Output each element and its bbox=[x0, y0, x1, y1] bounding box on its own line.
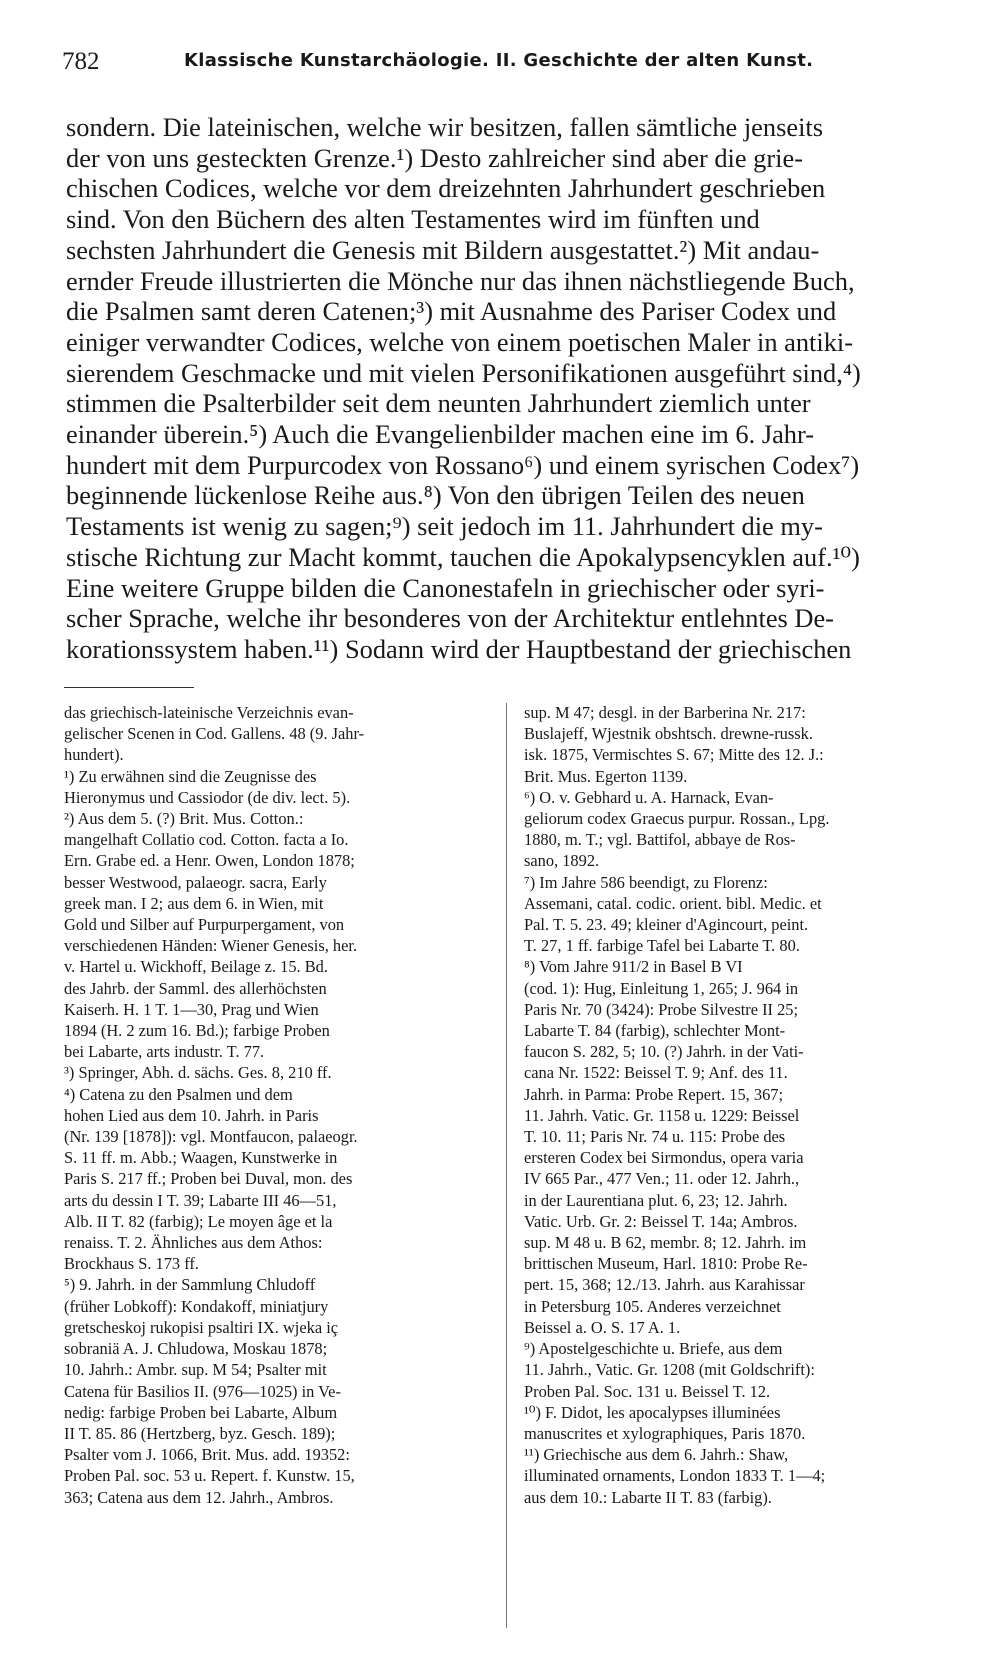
footnote-line: Ern. Grabe ed. a Henr. Owen, London 1878; bbox=[64, 851, 355, 871]
footnote-line: Buslajeff, Wjestnik obshtsch. drewne-russk. bbox=[524, 724, 813, 744]
running-title: Klassische Kunstarchäologie. II. Geschichte der alten Kunst. bbox=[184, 50, 814, 71]
footnote-line: ³) Springer, Abh. d. sächs. Ges. 8, 210 ff. bbox=[64, 1063, 332, 1083]
footnote-line: hundert). bbox=[64, 745, 124, 765]
footnote-line: Labarte T. 84 (farbig), schlechter Mont- bbox=[524, 1021, 786, 1041]
text-line: der von uns gesteckten Grenze.¹) Desto zahlreicher sind aber die grie- bbox=[66, 142, 804, 173]
footnote-line: des Jahrb. der Samml. des allerhöchsten bbox=[64, 978, 327, 998]
footnote-line: hohen Lied aus dem 10. Jahrh. in Paris bbox=[64, 1105, 319, 1125]
footnote-line: geliorum codex Graecus purpur. Rossan., Lpg. bbox=[524, 809, 830, 829]
footnote-line: Psalter vom J. 1066, Brit. Mus. add. 19352: bbox=[64, 1445, 350, 1465]
footnote-line: Alb. II T. 82 (farbig); Le moyen âge et la bbox=[64, 1211, 333, 1231]
footnote-line: greek man. I 2; aus dem 6. in Wien, mit bbox=[64, 893, 324, 913]
footnote-line: bei Labarte, arts industr. T. 77. bbox=[64, 1042, 265, 1062]
footnote-line: v. Hartel u. Wickhoff, Beilage z. 15. Bd. bbox=[64, 957, 328, 977]
footnote-line: in Petersburg 105. Anderes verzeichnet bbox=[524, 1296, 781, 1316]
footnote-line: ¹¹) Griechische aus dem 6. Jahrh.: Shaw, bbox=[524, 1445, 789, 1465]
footnote-line: faucon S. 282, 5; 10. (?) Jahrh. in der Vati- bbox=[524, 1042, 804, 1062]
text-line: ernder Freude illustrierten die Mönche nur das ihnen nächstliegende Buch, bbox=[66, 265, 855, 296]
footnote-line: 10. Jahrh.: Ambr. sup. M 54; Psalter mit bbox=[64, 1360, 327, 1380]
footnote-line: sobraniä A. J. Chludowa, Moskau 1878; bbox=[64, 1339, 328, 1359]
text-line: chischen Codices, welche vor dem dreizehnten Jahrhundert geschrieben bbox=[66, 173, 826, 204]
footnote-line: Vatic. Urb. Gr. 2: Beissel T. 14a; Ambros. bbox=[524, 1211, 798, 1231]
footnote-line: S. 11 ff. m. Abb.; Waagen, Kunstwerke in bbox=[64, 1148, 338, 1168]
footnote-line: 11. Jahrh. Vatic. Gr. 1158 u. 1229: Beissel bbox=[524, 1105, 800, 1125]
footnote-divider bbox=[64, 687, 194, 688]
footnote-line: ¹⁰) F. Didot, les apocalypses illuminées bbox=[524, 1402, 781, 1422]
text-line: sind. Von den Büchern des alten Testamentes wird im fünften und bbox=[66, 204, 760, 235]
footnote-line: mangelhaft Collatio cod. Cotton. facta a Io. bbox=[64, 830, 349, 850]
text-line: beginnende lückenlose Reihe aus.⁸) Von den übrigen Teilen des neuen bbox=[66, 480, 805, 511]
footnote-line: 11. Jahrh., Vatic. Gr. 1208 (mit Goldschrift): bbox=[524, 1360, 815, 1380]
footnote-line: Kaiserh. H. 1 T. 1—30, Prag und Wien bbox=[64, 999, 319, 1019]
footnote-line: ⁵) 9. Jahrh. in der Sammlung Chludoff bbox=[64, 1275, 316, 1295]
footnote-line: verschiedenen Händen: Wiener Genesis, her. bbox=[64, 936, 358, 956]
footnote-line: T. 10. 11; Paris Nr. 74 u. 115: Probe des bbox=[524, 1127, 786, 1147]
footnote-line: Paris S. 217 ff.; Proben bei Duval, mon. des bbox=[64, 1169, 353, 1189]
footnote-line: Catena für Basilios II. (976—1025) in Ve- bbox=[64, 1381, 341, 1401]
footnote-line: (cod. 1): Hug, Einleitung 1, 265; J. 964 in bbox=[524, 978, 799, 998]
footnote-line: Gold und Silber auf Purpurpergament, von bbox=[64, 915, 345, 935]
page-header bbox=[62, 44, 962, 80]
footnote-line: ersteren Codex bei Sirmondus, opera varia bbox=[524, 1148, 804, 1168]
footnotes-right-column bbox=[524, 702, 962, 1508]
text-line: sierendem Geschmacke und mit vielen Personifikationen ausgeführt sind,⁴) bbox=[66, 357, 861, 388]
text-line: korationssystem haben.¹¹) Sodann wird der Hauptbestand der griechischen bbox=[66, 633, 852, 664]
footnote-line: ⁹) Apostelgeschichte u. Briefe, aus dem bbox=[524, 1339, 783, 1359]
footnote-line: ⁷) Im Jahre 586 beendigt, zu Florenz: bbox=[524, 872, 768, 892]
footnote-line: brittischen Museum, Harl. 1810: Probe Re- bbox=[524, 1254, 808, 1274]
footnote-line: cana Nr. 1522: Beissel T. 9; Anf. des 11. bbox=[524, 1063, 788, 1083]
footnote-line: gretscheskoj rukopisi psaltiri IX. wjeka iç bbox=[64, 1317, 339, 1337]
footnote-line: Proben Pal. Soc. 131 u. Beissel T. 12. bbox=[524, 1381, 771, 1401]
footnote-line: Jahrh. in Parma: Probe Repert. 15, 367; bbox=[524, 1084, 784, 1104]
footnote-line: das griechisch-lateinische Verzeichnis evan- bbox=[64, 703, 354, 722]
footnote-line: ¹) Zu erwähnen sind die Zeugnisse des bbox=[64, 766, 317, 786]
footnote-line: 1894 (H. 2 zum 16. Bd.); farbige Proben bbox=[64, 1021, 330, 1041]
footnote-line: 363; Catena aus dem 12. Jahrh., Ambros. bbox=[64, 1487, 334, 1507]
footnote-line: IV 665 Par., 477 Ven.; 11. oder 12. Jahrh., bbox=[524, 1169, 800, 1189]
footnote-line: illuminated ornaments, London 1833 T. 1—4; bbox=[524, 1466, 826, 1486]
page-number: 782 bbox=[62, 48, 100, 75]
footnote-line: Pal. T. 5. 23. 49; kleiner d'Agincourt, peint. bbox=[524, 915, 809, 935]
text-line: Testaments ist wenig zu sagen;⁹) seit jedoch im 11. Jahrhundert die my- bbox=[66, 511, 823, 542]
footnote-line: Brockhaus S. 173 ff. bbox=[64, 1254, 199, 1274]
footnote-line: Assemani, catal. codic. orient. bibl. Medic. et bbox=[524, 893, 822, 913]
main-text bbox=[66, 112, 960, 665]
footnote-line: ⁴) Catena zu den Psalmen und dem bbox=[64, 1084, 293, 1104]
footnote-line: arts du dessin I T. 39; Labarte III 46—51, bbox=[64, 1190, 337, 1210]
text-line: scher Sprache, welche ihr besonderes von der Architektur entlehntes De- bbox=[66, 603, 834, 634]
footnote-line: Beissel a. O. S. 17 A. 1. bbox=[524, 1317, 681, 1337]
column-rule bbox=[506, 703, 507, 1628]
footnotes-left-column bbox=[64, 702, 484, 1508]
text-line: stimmen die Psalterbilder seit dem neunten Jahrhundert ziemlich unter bbox=[66, 388, 811, 419]
footnote-line: Hieronymus und Cassiodor (de div. lect. 5). bbox=[64, 787, 351, 807]
footnote-line: isk. 1875, Vermischtes S. 67; Mitte des 12. J.: bbox=[524, 745, 824, 765]
footnote-line: sano, 1892. bbox=[524, 851, 600, 871]
text-line: einiger verwandter Codices, welche von einem poetischen Maler in antiki- bbox=[66, 326, 854, 357]
footnote-line: Proben Pal. soc. 53 u. Repert. f. Kunstw. 15, bbox=[64, 1466, 355, 1486]
footnote-line: ²) Aus dem 5. (?) Brit. Mus. Cotton.: bbox=[64, 809, 304, 829]
text-line: die Psalmen samt deren Catenen;³) mit Ausnahme des Pariser Codex und bbox=[66, 296, 837, 327]
footnote-line: ⁶) O. v. Gebhard u. A. Harnack, Evan- bbox=[524, 787, 774, 807]
footnote-line: nedig: farbige Proben bei Labarte, Album bbox=[64, 1402, 338, 1422]
text-line: Eine weitere Gruppe bilden die Canonestafeln in griechischer oder syri- bbox=[66, 572, 825, 603]
footnote-line: T. 27, 1 ff. farbige Tafel bei Labarte T. 80. bbox=[524, 936, 800, 956]
text-line: hundert mit dem Purpurcodex von Rossano⁶) und einem syrischen Codex⁷) bbox=[66, 449, 860, 480]
footnote-line: besser Westwood, palaeogr. sacra, Early bbox=[64, 872, 327, 892]
footnote-line: pert. 15, 368; 12./13. Jahrh. aus Karahissar bbox=[524, 1275, 805, 1295]
footnote-line: gelischer Scenen in Cod. Gallens. 48 (9. Jahr- bbox=[64, 724, 365, 744]
text-line: stische Richtung zur Macht kommt, tauchen die Apokalypsencyklen auf.¹⁰) bbox=[66, 541, 860, 572]
text-line: einander überein.⁵) Auch die Evangelienbilder machen eine im 6. Jahr- bbox=[66, 419, 815, 450]
text-line: sechsten Jahrhundert die Genesis mit Bildern ausgestattet.²) Mit andau- bbox=[66, 234, 820, 265]
footnote-line: (früher Lobkoff): Kondakoff, miniatjury bbox=[64, 1296, 329, 1316]
footnote-line: aus dem 10.: Labarte II T. 83 (farbig). bbox=[524, 1487, 772, 1507]
footnote-line: in der Laurentiana plut. 6, 23; 12. Jahrh. bbox=[524, 1190, 788, 1210]
footnote-line: manuscrites et xylographiques, Paris 1870. bbox=[524, 1423, 806, 1443]
text-line: sondern. Die lateinischen, welche wir besitzen, fallen sämtliche jenseits bbox=[66, 112, 824, 142]
footnote-line: 1880, m. T.; vgl. Battifol, abbaye de Ros- bbox=[524, 830, 796, 850]
footnote-line: ⁸) Vom Jahre 911/2 in Basel B VI bbox=[524, 957, 743, 977]
footnote-line: sup. M 47; desgl. in der Barberina Nr. 217: bbox=[524, 703, 806, 722]
footnote-line: Paris Nr. 70 (3424): Probe Silvestre II 25; bbox=[524, 999, 799, 1019]
footnote-line: sup. M 48 u. B 62, membr. 8; 12. Jahrh. im bbox=[524, 1233, 807, 1253]
footnote-line: II T. 85. 86 (Hertzberg, byz. Gesch. 189); bbox=[64, 1423, 336, 1443]
footnote-line: (Nr. 139 [1878]): vgl. Montfaucon, palaeogr. bbox=[64, 1127, 358, 1147]
footnote-line: renaiss. T. 2. Ähnliches aus dem Athos: bbox=[64, 1233, 323, 1253]
footnote-line: Brit. Mus. Egerton 1139. bbox=[524, 766, 688, 786]
